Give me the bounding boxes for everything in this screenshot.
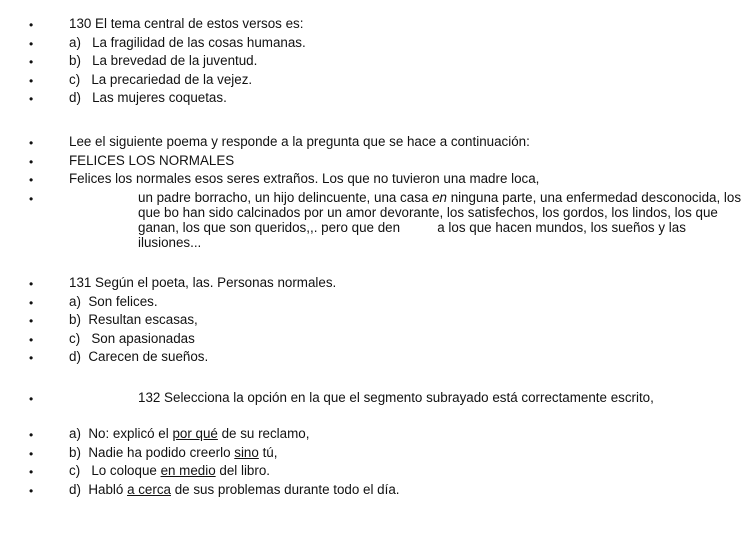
option-b-rest: tú,	[258, 444, 278, 460]
list-item	[0, 312, 720, 331]
option-c: c) La precariedad de la vejez.	[69, 71, 253, 87]
option-a: a) La fragilidad de las cosas humanas.	[69, 34, 306, 50]
poem-line: Felices los normales esos seres extraños. Los que no tuvieron una madre loca,	[69, 171, 540, 187]
bullet: •	[29, 136, 34, 150]
poem-intro: Lee el siguiente poema y responde a la pregunta que se hace a continuación:	[69, 134, 530, 149]
bullet: •	[29, 277, 34, 291]
bullet: •	[29, 392, 34, 406]
option-d-text: d) Habló	[69, 481, 128, 497]
question-132	[0, 390, 720, 500]
option-b-underlined: sino	[234, 444, 259, 460]
poem-title: FELICES LOS NORMALES	[69, 152, 235, 168]
option-c-underlined: en medio	[160, 463, 216, 479]
list-item	[0, 294, 720, 313]
bullet: •	[29, 18, 34, 32]
question-stem: 132 Selecciona la opción en la que el segmento subrayado está correctamente escrito,	[138, 390, 654, 405]
bullet: •	[29, 428, 34, 442]
option-a	[69, 426, 673, 441]
question-130	[0, 16, 720, 109]
option-d: d) Carecen de sueños.	[69, 349, 209, 365]
option-b	[69, 445, 673, 460]
option-c-text: c) Lo coloque	[69, 463, 161, 479]
bullet: •	[29, 351, 34, 366]
bullet: •	[29, 446, 34, 461]
list-item	[0, 134, 720, 153]
list-item	[0, 16, 720, 35]
option-d-rest: de sus problemas durante todo el día.	[170, 481, 400, 497]
list-item	[0, 53, 720, 72]
option-c	[69, 463, 673, 478]
poem-body-part2: ninguna parte, una enfermedad desconocida, los que bo han sido calcinados por un amor devorante, los satisfechos, los gordos, los lindos, los que ganan, los que son queridos,,. pero que den a los que hacen mundos, los sueños y las ilusiones...	[138, 189, 742, 251]
bullet: •	[29, 154, 34, 169]
bullet: •	[29, 73, 34, 88]
bullet: •	[29, 55, 34, 70]
question-stem: 131 Según el poeta, las. Personas normales.	[69, 275, 337, 290]
list-item	[0, 445, 720, 464]
option-b: b) La brevedad de la juventud.	[69, 53, 258, 69]
list-item	[0, 189, 742, 251]
bullet: •	[29, 295, 34, 310]
list-item	[0, 153, 720, 172]
list-item	[0, 35, 720, 54]
option-a-text: a) No: explicó el	[69, 426, 173, 441]
bullet: •	[29, 173, 34, 188]
option-a-underlined: por qué	[172, 426, 218, 441]
bullet: •	[29, 465, 34, 480]
list-item	[0, 426, 720, 445]
poem-body	[138, 190, 742, 251]
list-item	[0, 90, 720, 109]
question-stem: 130 El tema central de estos versos es:	[69, 16, 304, 31]
bullet: •	[29, 332, 34, 347]
option-d-underlined: a cerca	[127, 481, 171, 497]
bullet: •	[29, 191, 34, 206]
poem-body-emphasis: en	[432, 189, 447, 205]
option-c-rest: del libro.	[215, 463, 270, 479]
bullet: •	[29, 36, 34, 51]
option-d	[69, 482, 673, 497]
option-d: d) Las mujeres coquetas.	[69, 90, 227, 106]
option-b-text: b) Nadie ha podido creerlo	[69, 444, 235, 460]
question-131	[0, 275, 720, 368]
option-c: c) Son apasionadas	[69, 330, 195, 346]
option-a: a) Son felices.	[69, 293, 158, 309]
list-item	[0, 349, 720, 368]
list-item	[0, 275, 720, 294]
list-item	[0, 482, 720, 501]
list-item	[0, 390, 720, 426]
poem-section	[0, 134, 742, 251]
bullet: •	[29, 92, 34, 107]
option-a-rest: de su reclamo,	[217, 426, 310, 441]
bullet: •	[29, 483, 34, 498]
list-item	[0, 171, 720, 190]
option-b: b) Resultan escasas,	[69, 312, 198, 328]
bullet: •	[29, 314, 34, 329]
list-item	[0, 331, 720, 350]
poem-body-part1: un padre borracho, un hijo delincuente, una casa	[138, 189, 433, 205]
list-item	[0, 463, 720, 482]
list-item	[0, 72, 720, 91]
